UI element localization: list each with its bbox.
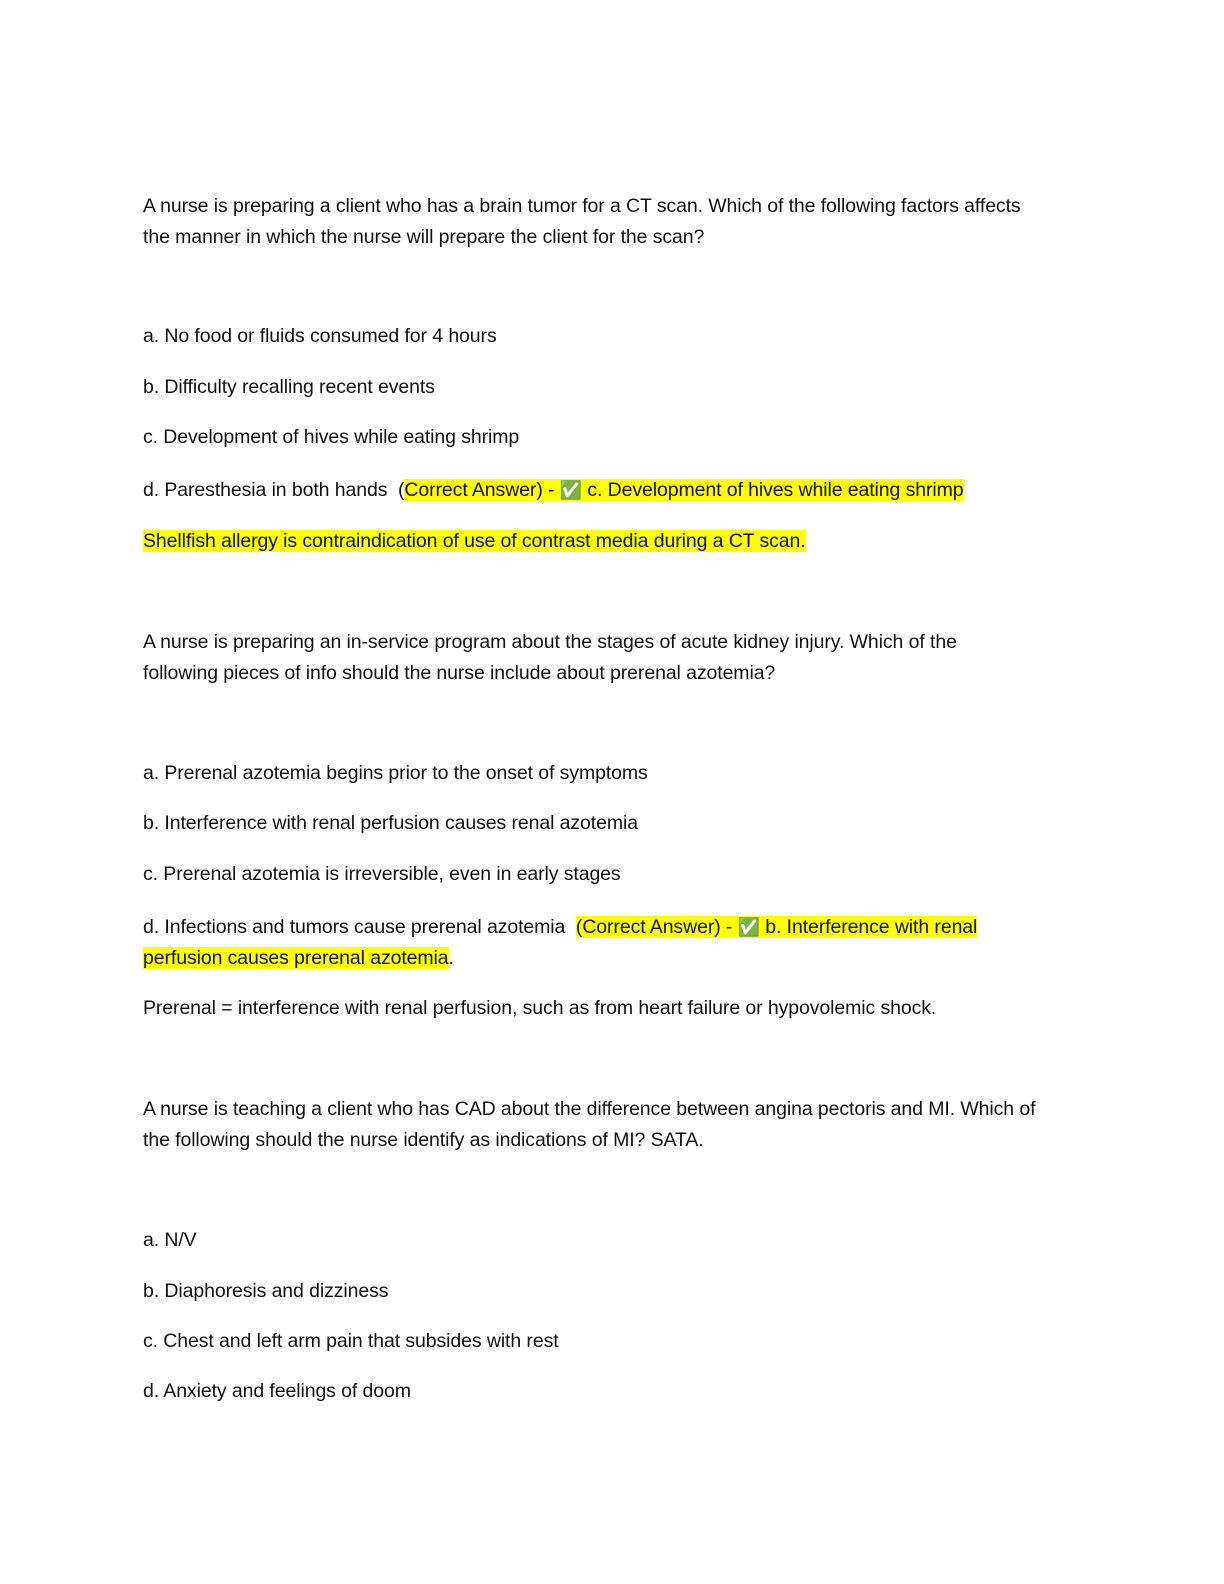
question-2-answer-text-line-2: perfusion causes prerenal azotemia <box>143 947 449 969</box>
question-1-text-line-1: A nurse is preparing a client who has a brain tumor for a CT scan. Which of the following factors affects <box>143 195 1021 217</box>
question-1-text-line-2: the manner in which the nurse will prepare the client for the scan? <box>143 226 705 248</box>
question-1-option-a: a. No food or fluids consumed for 4 hours <box>143 325 497 347</box>
question-2-answer-line-2 <box>143 943 454 973</box>
question-2-option-b: b. Interference with renal perfusion causes renal azotemia <box>143 812 638 834</box>
question-1-rationale: Shellfish allergy is contraindication of use of contrast media during a CT scan. <box>143 530 806 552</box>
question-1-answer-label: Correct Answer) - <box>404 479 560 501</box>
question-2-answer-label: (Correct Answer) - <box>575 916 738 938</box>
question-2-rationale: Prerenal = interference with renal perfusion, such as from heart failure or hypovolemic shock. <box>143 997 937 1019</box>
question-1-answer-text: c. Development of hives while eating shrimp <box>582 479 964 501</box>
question-2-text-line-1: A nurse is preparing an in-service program about the stages of acute kidney injury. Which of the <box>143 631 957 653</box>
question-2-text-line-2: following pieces of info should the nurse include about prerenal azotemia? <box>143 662 776 684</box>
question-3-option-a: a. N/V <box>143 1229 197 1251</box>
question-3-text-line-2: the following should the nurse identify as indications of MI? SATA. <box>143 1129 704 1151</box>
question-2-option-d: d. Infections and tumors cause prerenal azotemia <box>143 916 566 938</box>
check-mark-icon: ✅ <box>559 480 583 501</box>
question-2-option-a: a. Prerenal azotemia begins prior to the onset of symptoms <box>143 762 648 784</box>
question-3-option-c: c. Chest and left arm pain that subsides with rest <box>143 1330 559 1352</box>
question-2-answer-text-line-1: b. Interference with renal <box>759 916 978 938</box>
question-1-correct-answer-highlight <box>404 479 963 501</box>
question-1-option-d-line <box>143 475 964 506</box>
check-mark-icon: ✅ <box>737 917 760 938</box>
question-3-option-d: d. Anxiety and feelings of doom <box>143 1380 411 1402</box>
question-1-rationale-line <box>143 526 806 556</box>
question-2-option-d-line <box>143 912 977 943</box>
question-1-option-d: d. Paresthesia in both hands <box>143 479 388 501</box>
question-2-answer-end: . <box>448 947 454 969</box>
question-2-option-c: c. Prerenal azotemia is irreversible, even in early stages <box>143 863 621 885</box>
question-1-option-c: c. Development of hives while eating shrimp <box>143 426 520 448</box>
question-1-answer-open: ( <box>398 479 405 501</box>
question-2-correct-answer-highlight <box>576 916 977 938</box>
question-1-option-b: b. Difficulty recalling recent events <box>143 376 435 398</box>
question-3-option-b: b. Diaphoresis and dizziness <box>143 1280 389 1302</box>
question-3-text-line-1: A nurse is teaching a client who has CAD about the difference between angina pectoris and MI. Which of <box>143 1098 1036 1120</box>
